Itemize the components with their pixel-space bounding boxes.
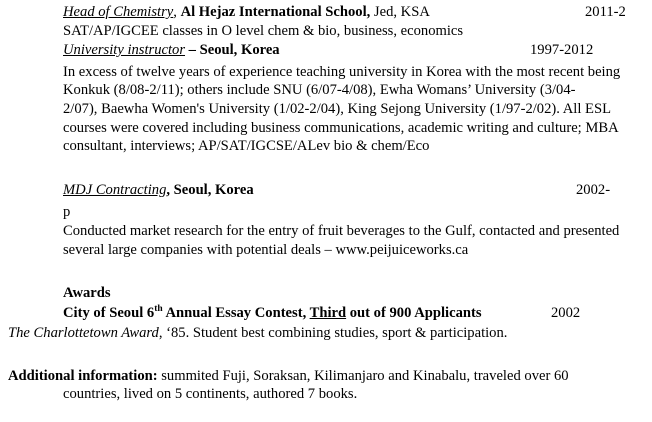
job1-separator: , [173,4,181,20]
job3-separator: , [166,182,174,198]
job2-desc-line: 2/07), Baewha Women's University (1/02-2/04), King Sejong University (1/97-2/02). All ESL [63,101,611,117]
additional-info-line2: countries, lived on 5 continents, authored 7 books. [63,386,358,402]
job3-heading [63,181,254,199]
additional-info-label: Additional information: [8,368,158,384]
job1-dates: 2011-2 [585,4,626,20]
award2-name: The Charlottetown Award [8,325,159,341]
job3-title: MDJ Contracting [63,182,167,198]
job2-desc-line: Konkuk (8/08-2/11); others include SNU (6/07-4/08), Ewha Womans’ University (3/04- [63,82,576,98]
job3-dates: 2002- [576,182,611,198]
job1-employer: Al Hejaz International School, [180,4,371,20]
award-city-of-seoul [63,304,482,322]
job2-employer: Seoul, Korea [199,42,280,58]
award1-mid: Annual Essay Contest, [162,305,310,321]
additional-info-line1: summited Fuji, Soraksan, Kilimanjaro and Kinabalu, traveled over 60 [157,368,569,384]
award1-suffix: out of 900 Applicants [346,305,482,321]
job1-description: SAT/AP/IGCEE classes in O level chem & bio, business, economics [63,23,464,39]
additional-info [8,367,569,385]
job2-title: University instructor [63,42,186,58]
job3-dates-continued: p [63,204,71,220]
job2-desc-line: courses were covered including business communications, academic writing and culture; MBA [63,120,619,136]
job2-heading [63,41,280,59]
job3-employer: Seoul, Korea [173,182,254,198]
job2-desc-line: consultant, interviews; AP/SAT/IGCSE/ALev bio & chem/Eco [63,138,430,154]
award-charlottetown [8,324,507,342]
job3-desc-line: several large companies with potential deals – www.peijuiceworks.ca [63,242,469,258]
job2-dates: 1997-2012 [530,42,594,58]
award1-prefix: City of Seoul 6 [63,305,155,321]
award1-year: 2002 [551,305,581,321]
job2-desc-line: In excess of twelve years of experience teaching university in Korea with the most recent being [63,64,621,80]
award1-superscript: th [154,304,163,314]
award1-place: Third [309,305,347,321]
job1-title: Head of Chemistry [63,4,174,20]
award2-detail: , ‘85. Student best combining studies, sport & participation. [158,325,508,341]
job3-desc-line: Conducted market research for the entry of fruit beverages to the Gulf, contacted and presented [63,223,620,239]
job2-separator: – [185,42,200,58]
job1-heading [63,3,430,21]
awards-heading: Awards [63,285,111,301]
job1-location: Jed, KSA [370,4,430,20]
